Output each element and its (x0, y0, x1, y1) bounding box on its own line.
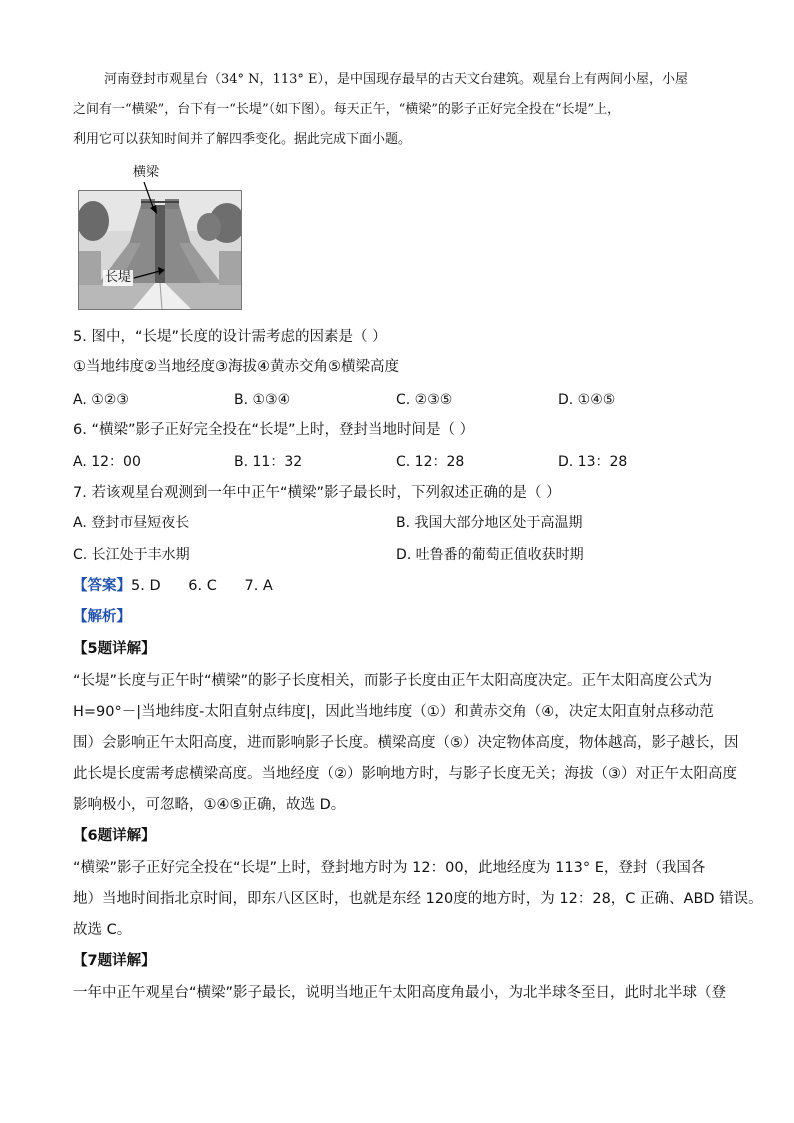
q5-stem: 5. 图中，“长堤”长度的设计需考虑的因素是（ ） (73, 329, 387, 345)
beam-pointer-arrow-icon (140, 180, 160, 216)
dike-label: 长堤 (105, 270, 132, 285)
q7-stem: 7. 若该观星台观测到一年中正午“横梁”影子最长时，下列叙述正确的是（ ） (73, 485, 561, 501)
d6-line-3: 故选 C。 (73, 922, 132, 938)
d5-line-3: 围）会影响正午太阳高度，进而影响影子长度。横梁高度（⑤）决定物体高度，物体越高，影子越长，因 (73, 735, 739, 751)
observatory-photo (78, 190, 242, 310)
intro-line-1: 河南登封市观星台（34° N，113° E），是中国现存最早的古天文台建筑。观星台上有两间小屋，小屋 (104, 72, 688, 87)
answer-label: 【答案】 (73, 578, 131, 594)
d6-line-1: “横梁”影子正好完全投在“长堤”上时，登封地方时为 12：00，此地经度为 113° E，登封（我国各 (73, 860, 706, 876)
d7-title: 【7题详解】 (73, 953, 156, 969)
q7-option-a: A. 登封市昼短夜长 (73, 515, 190, 531)
answer-row (73, 576, 273, 596)
d7-line-1: 一年中正午观星台“横梁”影子最长，说明当地正午太阳高度角最小，为北半球冬至日，此时北半球（登 (73, 985, 727, 1001)
q6-option-d: D. 13：28 (558, 454, 628, 470)
q7-option-d: D. 吐鲁番的葡萄正值收获时期 (396, 547, 584, 563)
intro-line-3: 利用它可以获知时间并了解四季变化。据此完成下面小题。 (73, 132, 412, 147)
d6-title: 【6题详解】 (73, 828, 156, 844)
q5-option-a: A. ①②③ (73, 392, 129, 408)
q5-factors: ①当地纬度②当地经度③海拔④黄赤交角⑤横梁高度 (73, 359, 399, 375)
analysis-label: 【解析】 (73, 609, 131, 625)
d5-line-1: “长堤”长度与正午时“横梁”的影子长度相关，而影子长度由正午太阳高度决定。正午太阳高度公式为 (73, 673, 713, 689)
q5-option-d: D. ①④⑤ (558, 392, 616, 408)
observatory-illustration (79, 191, 241, 309)
q6-option-c: C. 12：28 (396, 454, 465, 470)
d5-line-5: 影响极小，可忽略，①④⑤正确，故选 D。 (73, 797, 346, 813)
q5-option-b: B. ①③④ (234, 392, 291, 408)
q6-stem: 6. “横梁”影子正好完全投在“长堤”上时，登封当地时间是（ ） (73, 422, 475, 438)
dike-pointer-arrow-icon (132, 266, 166, 282)
d5-title: 【5题详解】 (73, 641, 156, 657)
intro-line-2: 之间有一“横梁”，台下有一“长堤”（如下图）。每天正午，“横梁”的影子正好完全投在“长堤”上， (73, 102, 621, 117)
q7-option-c: C. 长江处于丰水期 (73, 547, 190, 563)
beam-label: 横梁 (133, 165, 160, 180)
d5-line-4: 此长堤长度需考虑横梁高度。当地经度（②）影响地方时，与影子长度无关；海拔（③）对正午太阳高度 (73, 766, 737, 782)
q6-option-b: B. 11：32 (234, 454, 303, 470)
q7-option-b: B. 我国大部分地区处于高温期 (396, 515, 583, 531)
q6-option-a: A. 12：00 (73, 454, 141, 470)
d6-line-2: 地）当地时间指北京时间，即东八区区时，也就是东经 120度的地方时，为 12：28，C 正确、ABD 错误。 (73, 891, 763, 907)
answer-text: 5. D 6. C 7. A (131, 578, 273, 594)
d5-line-2: H=90°－|当地纬度-太阳直射点纬度|，因此当地纬度（①）和黄赤交角（④，决定太阳直射点移动范 (73, 704, 714, 720)
q5-option-c: C. ②③⑤ (396, 392, 453, 408)
